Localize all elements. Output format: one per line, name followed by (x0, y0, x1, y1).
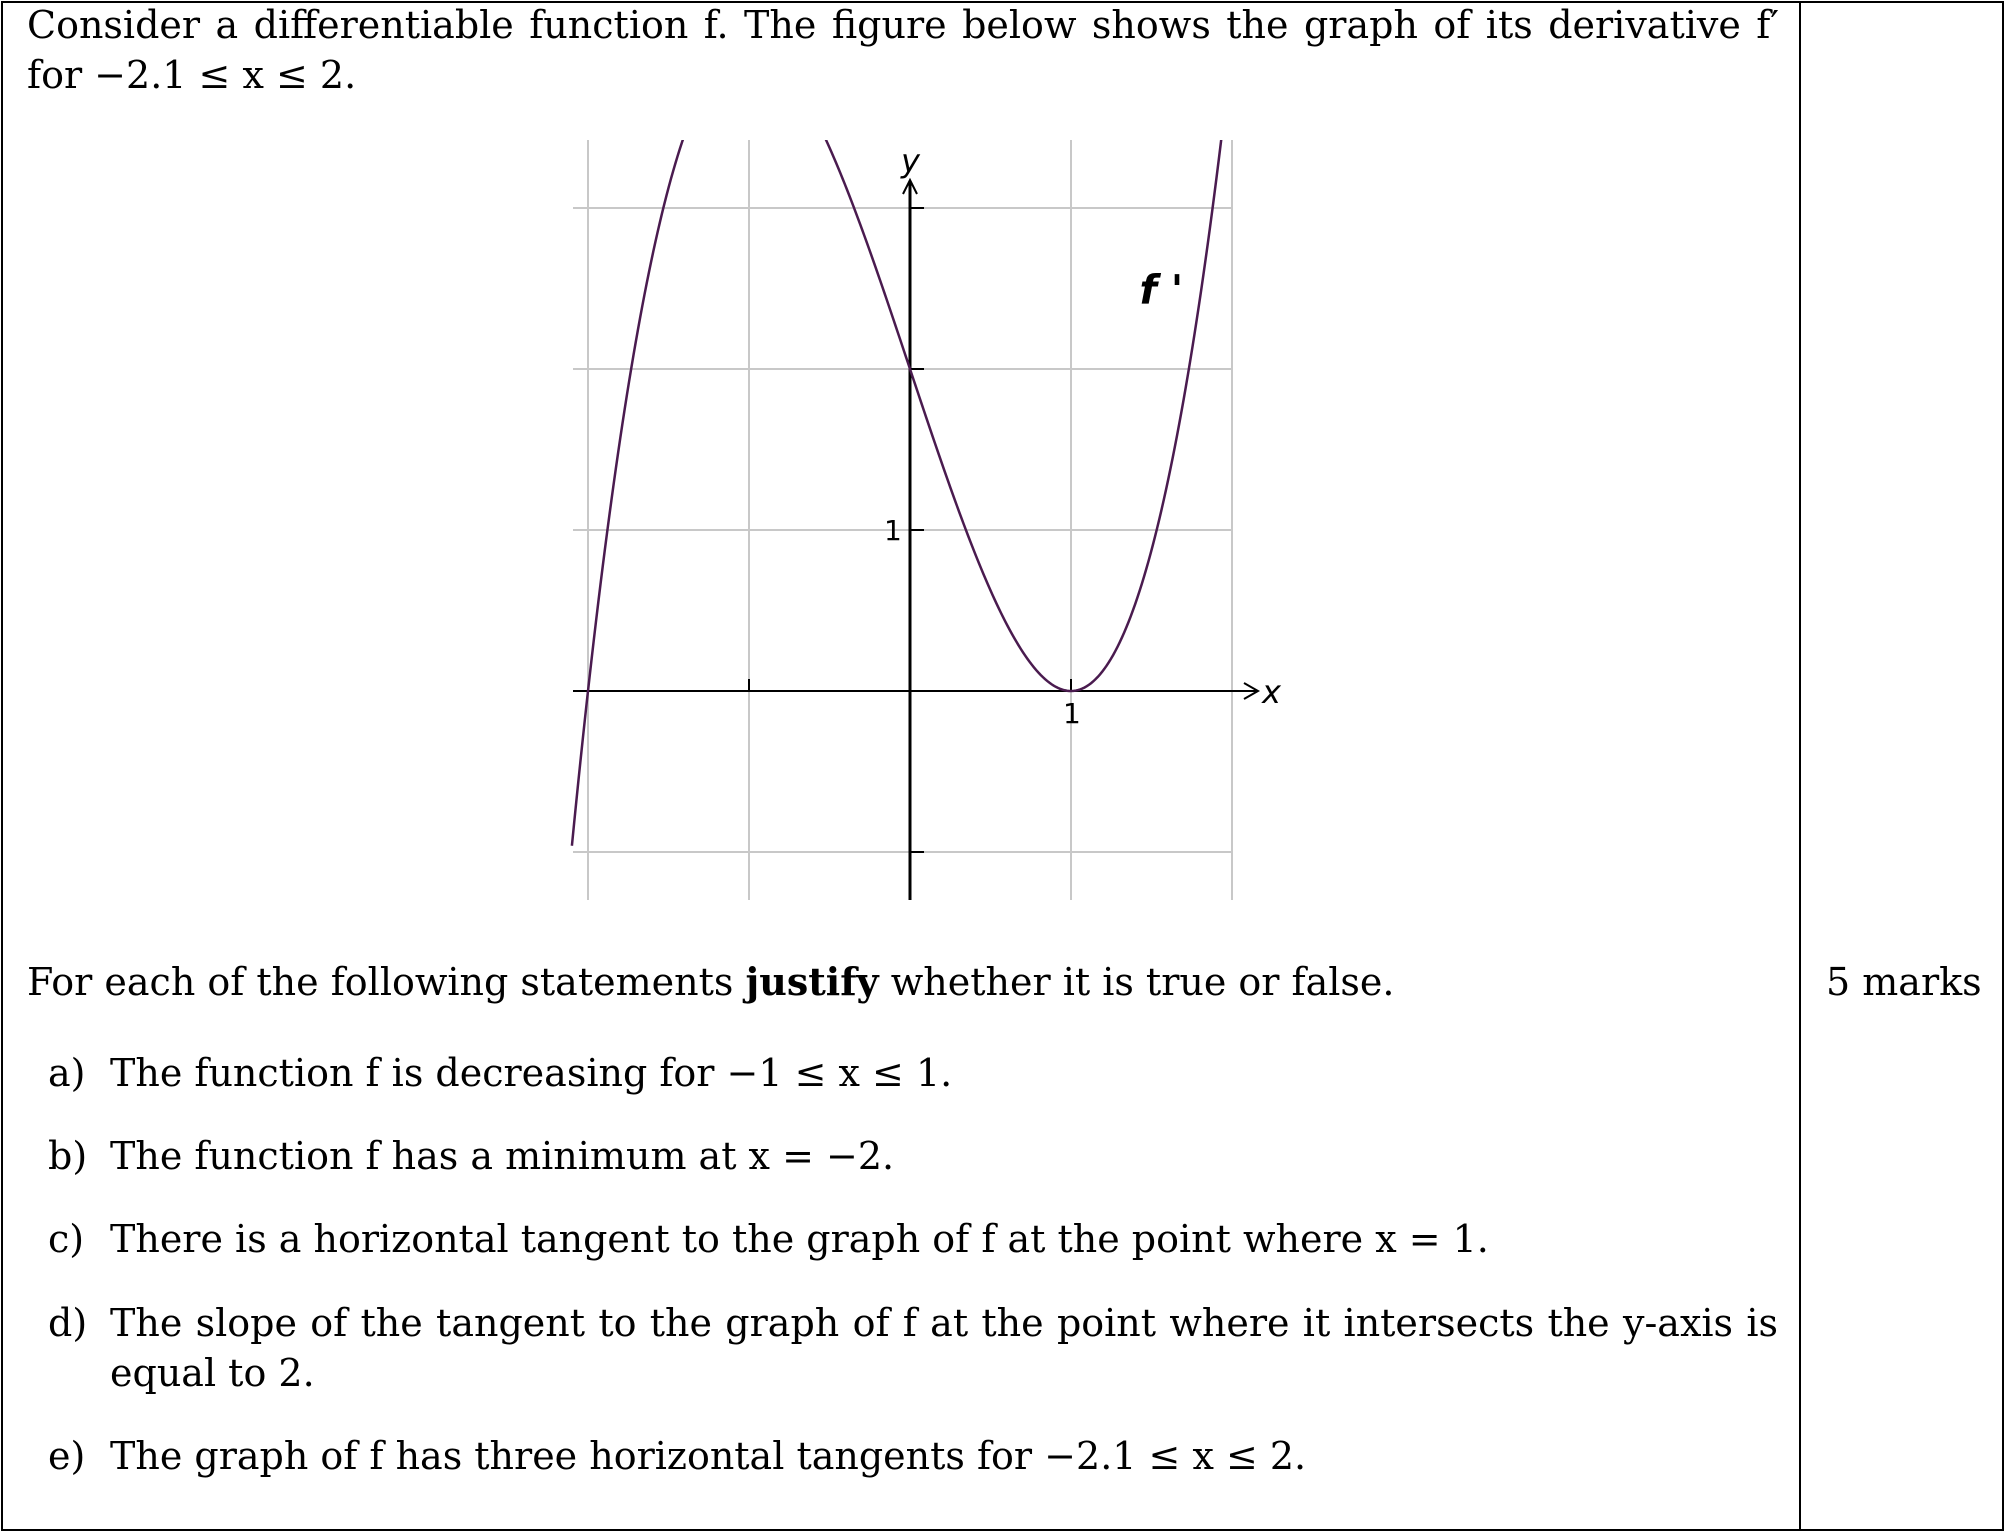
instruction-bold: justify (745, 959, 879, 1004)
derivative-graph (560, 140, 1320, 900)
x-axis-label: x (1262, 673, 1281, 711)
statement-text: The function f has a minimum at x = −2. (110, 1134, 895, 1178)
statement-text: There is a horizontal tangent to the graph of f at the point where x = 1. (110, 1217, 1489, 1261)
instruction-text (27, 957, 1779, 1007)
graph-grid (573, 140, 1232, 900)
statement-label: d) (48, 1301, 88, 1345)
statement-a (48, 1048, 1778, 1098)
instruction-after: whether it is true or false. (890, 960, 1395, 1004)
statement-text: The graph of f has three horizontal tangents for −2.1 ≤ x ≤ 2. (110, 1434, 1307, 1478)
instruction-before: For each of the following statements (27, 960, 734, 1004)
statement-d (48, 1298, 1778, 1398)
statement-e (48, 1431, 1778, 1481)
graph-axes (573, 140, 1258, 900)
x-tick-label-1: 1 (1063, 697, 1081, 730)
statement-label: e) (48, 1434, 86, 1478)
statement-text: The function f is decreasing for −1 ≤ x ≤ 1. (110, 1051, 953, 1095)
statement-label: b) (48, 1134, 88, 1178)
statement-c (48, 1214, 1778, 1264)
statement-text: The slope of the tangent to the graph of f at the point where it intersects the y-axis is equal to 2. (110, 1301, 1778, 1395)
y-axis-label: y (901, 142, 920, 180)
statement-label: c) (48, 1217, 85, 1261)
statement-b (48, 1131, 1778, 1181)
marks-label: 5 marks (1826, 960, 1982, 1004)
question-intro: Consider a differentiable function f. The figure below shows the graph of its derivative f′ for −2.1 ≤ x ≤ 2. (27, 3, 1779, 97)
curve-label: f ' (1139, 267, 1184, 314)
derivative-curve (572, 140, 1232, 846)
statement-label: a) (48, 1051, 86, 1095)
marks-column-divider (1799, 1, 1801, 1531)
y-tick-label-1: 1 (884, 514, 902, 547)
